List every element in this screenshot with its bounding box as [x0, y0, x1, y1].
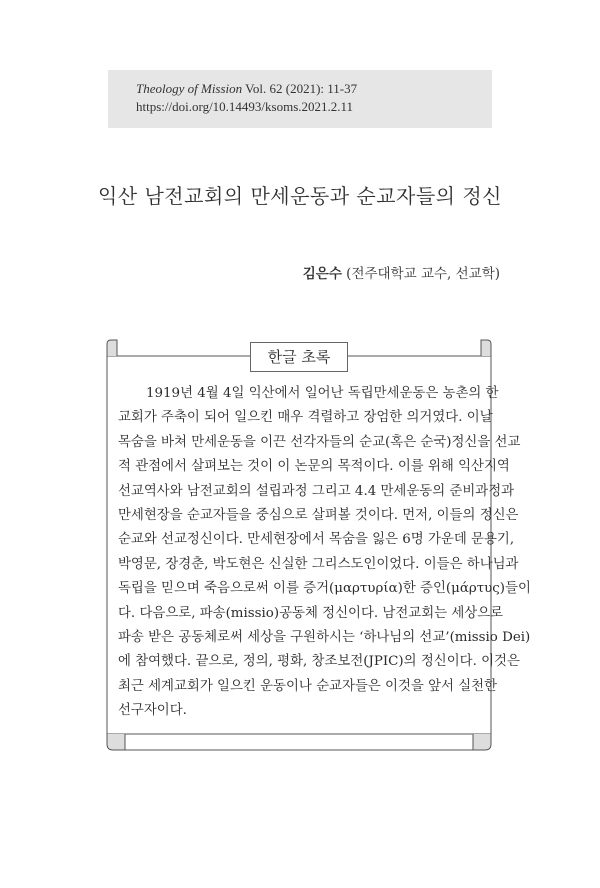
- abstract-line: 교회가 주축이 되어 일으킨 매우 격렬하고 장엄한 의거였다. 이날: [118, 410, 493, 426]
- journal-name: Theology of Mission: [136, 81, 243, 96]
- abstract-line: 에 참여했다. 끝으로, 정의, 평화, 창조보전(JPIC)의 정신이다. 이것은: [118, 654, 520, 670]
- author-line: [303, 262, 500, 282]
- abstract-line: 다. 다음으로, 파송(missio)공동체 정신이다. 남전교회는 세상으로: [118, 605, 504, 621]
- abstract-line: 선교역사와 남전교회의 설립과정 그리고 4.4 만세운동의 준비과정과: [118, 483, 515, 499]
- journal-volume: Vol. 62 (2021): 11-37: [242, 81, 358, 96]
- journal-citation-box: [108, 70, 492, 128]
- author-name: 김은수: [302, 266, 342, 282]
- paper-title: 익산 남전교회의 만세운동과 순교자들의 정신: [97, 184, 502, 208]
- journal-citation-line: [136, 80, 492, 98]
- abstract-line: 1919년 4월 4일 익산에서 일어난 독립만세운동은 농촌의 한: [146, 386, 499, 401]
- abstract-line: 순교와 선교정신이다. 만세현장에서 목숨을 잃은 6명 가운데 문용기,: [118, 532, 515, 548]
- author-affiliation: (전주대학교 교수, 선교학): [341, 266, 500, 282]
- abstract-line: 선구자이다.: [118, 703, 187, 719]
- abstract-line: 적 관점에서 살펴보는 것이 이 논문의 목적이다. 이를 위해 익산지역: [118, 459, 510, 475]
- abstract-line: 최근 세계교회가 일으킨 운동이나 순교자들은 이것을 앞서 실천한: [118, 678, 498, 694]
- abstract-line: 박영문, 장경춘, 박도현은 신실한 그리스도인이었다. 이들은 하나님과: [118, 556, 519, 572]
- doi-link[interactable]: https://doi.org/10.14493/ksoms.2021.2.11: [136, 99, 354, 114]
- abstract-line: 파송 받은 공동체로써 세상을 구원하시는 ‘하나님의 선교’(missio Dei): [118, 629, 531, 645]
- abstract-body: [118, 382, 531, 723]
- abstract-line: 독립을 믿으며 죽음으로써 이를 증거(μαρτυρία)한 증인(μάρτυς)들이: [118, 581, 531, 597]
- abstract-line: 만세현장을 순교자들을 중심으로 살펴볼 것이다. 먼저, 이들의 정신은: [118, 507, 519, 523]
- abstract-line: 목숨을 바쳐 만세운동을 이끈 선각자들의 순교(혹은 순국)정신을 선교: [118, 434, 521, 450]
- abstract-label: 한글 초록: [250, 342, 348, 372]
